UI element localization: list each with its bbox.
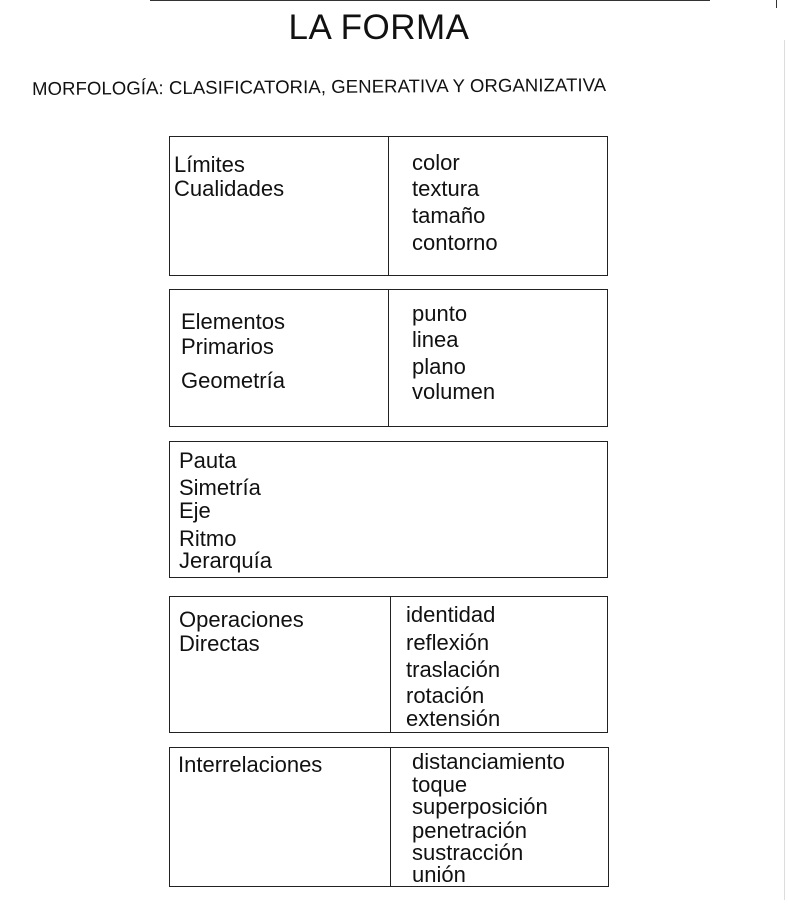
scan-edge: [150, 0, 710, 1]
box-divider: [390, 748, 391, 886]
label-primarios: Primarios: [181, 334, 274, 359]
label-cualidades: Cualidades: [174, 176, 285, 201]
scan-edge: [776, 0, 777, 8]
item-extension: extensión: [406, 706, 501, 731]
item-contorno: contorno: [412, 230, 498, 255]
item-sustraccion: sustracción: [412, 840, 524, 865]
item-penetracion: penetración: [412, 818, 527, 843]
item-textura: textura: [412, 176, 480, 201]
box-elementos-primarios: [169, 289, 608, 427]
box-operaciones-directas: [169, 596, 608, 733]
item-color: color: [412, 150, 460, 175]
scan-edge: [784, 40, 785, 900]
item-reflexion: reflexión: [406, 630, 490, 655]
label-eje: Eje: [179, 498, 211, 523]
label-directas: Directas: [179, 631, 260, 656]
label-pauta: Pauta: [179, 448, 237, 473]
box-interrelaciones: [169, 747, 609, 887]
item-identidad: identidad: [406, 602, 496, 627]
item-rotacion: rotación: [406, 683, 485, 708]
box-divider: [390, 597, 391, 732]
label-interrelaciones: Interrelaciones: [178, 752, 323, 777]
page-title: LA FORMA: [288, 8, 470, 47]
label-jerarquia: Jerarquía: [179, 548, 272, 573]
item-distanciamiento: distanciamiento: [412, 749, 565, 774]
item-plano: plano: [412, 354, 466, 379]
label-limites: Límites: [174, 152, 245, 177]
item-volumen: volumen: [412, 379, 496, 404]
box-divider: [388, 137, 389, 275]
item-union: unión: [412, 862, 466, 887]
box-divider: [388, 290, 389, 426]
box-limites-cualidades: [169, 136, 608, 276]
item-linea: linea: [412, 327, 459, 352]
label-elementos: Elementos: [181, 309, 285, 334]
item-superposicion: superposición: [412, 794, 548, 819]
label-ritmo: Ritmo: [179, 526, 237, 551]
item-tamano: tamaño: [412, 203, 486, 228]
label-operaciones: Operaciones: [179, 607, 304, 632]
label-geometria: Geometría: [181, 368, 285, 393]
box-organizativa: [169, 441, 608, 578]
item-traslacion: traslación: [406, 657, 501, 682]
page-subtitle: MORFOLOGÍA: CLASIFICATORIA, GENERATIVA Y ORGANIZATIVA: [32, 73, 607, 99]
item-toque: toque: [412, 772, 468, 797]
item-punto: punto: [412, 301, 468, 326]
label-simetria: Simetría: [179, 475, 261, 500]
